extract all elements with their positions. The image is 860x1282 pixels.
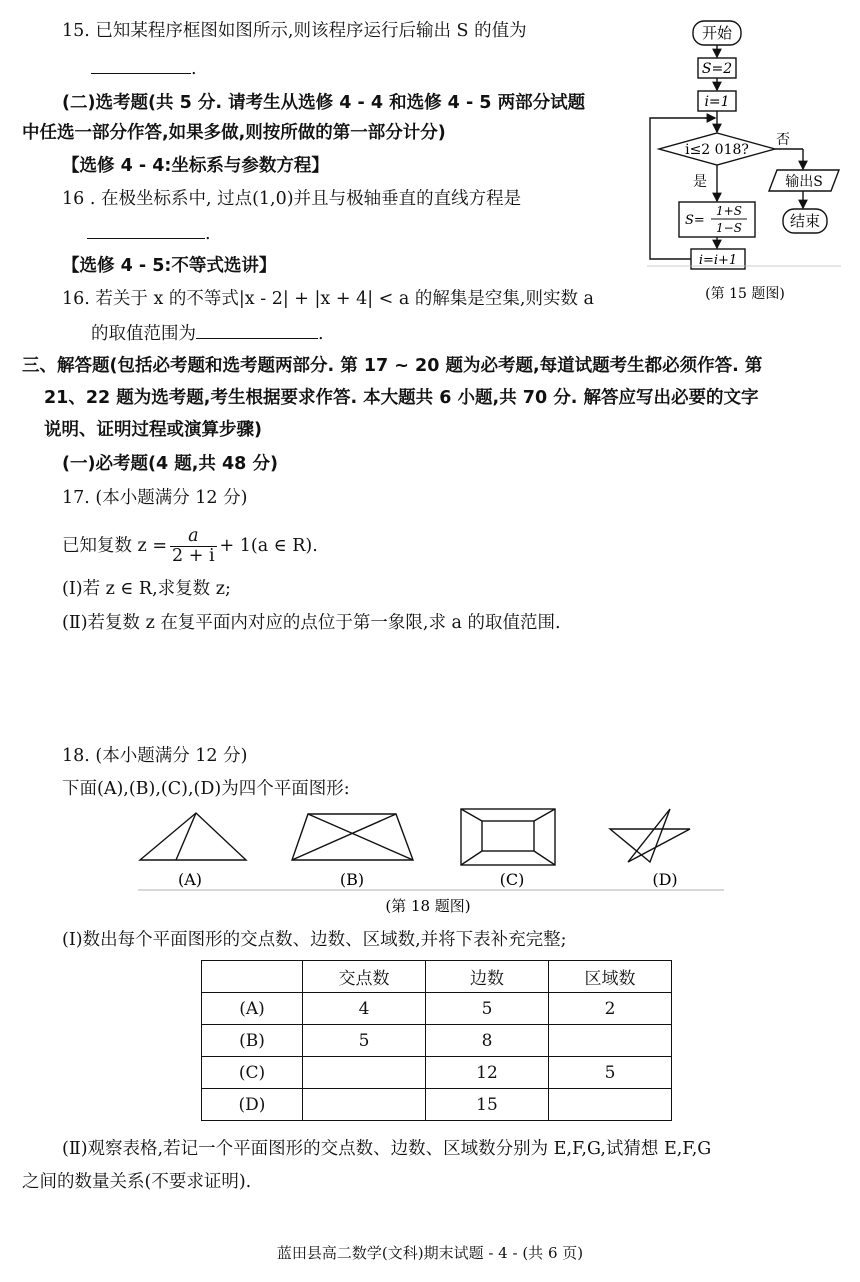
q18-part1: (Ⅰ)数出每个平面图形的交点数、边数、区域数,并将下表补充完整; bbox=[62, 930, 567, 950]
elective44-header: 【选修 4 - 4:坐标系与参数方程】 bbox=[62, 156, 329, 176]
table-header-cell: 交点数 bbox=[303, 961, 426, 993]
table-row bbox=[202, 1025, 672, 1057]
q17-header: 17. (本小题满分 12 分) bbox=[62, 488, 248, 508]
table-cell: (C) bbox=[202, 1057, 303, 1089]
table-cell bbox=[303, 1057, 426, 1089]
q17-part2: (Ⅱ)若复数 z 在复平面内对应的点位于第一象限,求 a 的取值范围. bbox=[62, 613, 561, 633]
figure-label-a: (A) bbox=[177, 870, 203, 889]
flow-output: 输出S bbox=[785, 174, 823, 190]
q18-figure-caption: (第 18 题图) bbox=[385, 897, 471, 915]
flow-increment: i=i+1 bbox=[698, 253, 738, 268]
q18-part2-line2: 之间的数量关系(不要求证明). bbox=[22, 1172, 252, 1192]
table-row bbox=[202, 1057, 672, 1089]
flowchart-caption: (第 15 题图) bbox=[705, 286, 785, 302]
table-row bbox=[202, 993, 672, 1025]
table-cell: 2 bbox=[549, 993, 672, 1025]
flow-condition: i≤2 018? bbox=[685, 142, 749, 158]
figure-b-trapezoid bbox=[292, 814, 413, 860]
figure-label-d: (D) bbox=[652, 870, 678, 889]
table-cell: 8 bbox=[426, 1025, 549, 1057]
table-cell bbox=[303, 1089, 426, 1121]
figure-a-cevian bbox=[176, 813, 196, 860]
q17-given: 已知复数 z = $\frac{a}{2 + i}$ + 1(a ∈ R). bbox=[62, 526, 318, 566]
page-footer: 蓝田县高二数学(文科)期末试题 - 4 - (共 6 页) bbox=[276, 1244, 584, 1262]
flow-assign-lhs: S= bbox=[685, 213, 705, 228]
q18-header: 18. (本小题满分 12 分) bbox=[62, 746, 248, 766]
flow-init-s: S=2 bbox=[701, 61, 733, 77]
section3-line3: 说明、证明过程或演算步骤) bbox=[44, 420, 262, 440]
table-cell: (A) bbox=[202, 993, 303, 1025]
table-cell: 5 bbox=[303, 1025, 426, 1057]
q18-figures bbox=[138, 807, 724, 917]
figure-d-star bbox=[610, 809, 690, 862]
q15-text: 15. 已知某程序框图如图所示,则该程序运行后输出 S 的值为 bbox=[62, 21, 527, 41]
flowchart-q15 bbox=[645, 12, 845, 304]
q17-part1: (Ⅰ)若 z ∈ R,求复数 z; bbox=[62, 579, 231, 599]
q16a-text: 16 . 在极坐标系中, 过点(1,0)并且与极轴垂直的直线方程是 bbox=[62, 189, 522, 209]
q16b-text-line1: 16. 若关于 x 的不等式|x - 2| + |x + 4| < a 的解集是空集,则实数 a bbox=[62, 289, 594, 309]
q16b-text-line2: 的取值范围为 . bbox=[91, 320, 324, 346]
section3-line1: 三、解答题(包括必考题和选考题两部分. 第 17 ~ 20 题为必考题,每道试题考生都必须作答. 第 bbox=[22, 356, 763, 376]
table-cell bbox=[549, 1025, 672, 1057]
table-cell: 12 bbox=[426, 1057, 549, 1089]
elective45-header: 【选修 4 - 5:不等式选讲】 bbox=[62, 256, 277, 276]
table-cell bbox=[549, 1089, 672, 1121]
flow-end-label: 结束 bbox=[789, 212, 821, 230]
table-cell: 4 bbox=[303, 993, 426, 1025]
flow-assign-num: 1+S bbox=[716, 204, 742, 218]
table-cell: 15 bbox=[426, 1089, 549, 1121]
required-subsection: (一)必考题(4 题,共 48 分) bbox=[62, 454, 278, 474]
table-cell: 5 bbox=[549, 1057, 672, 1089]
q18-part2-line1: (Ⅱ)观察表格,若记一个平面图形的交点数、边数、区域数分别为 E,F,G,试猜想 E,F,G bbox=[62, 1139, 712, 1159]
figure-c-inner bbox=[482, 821, 534, 851]
table-header-cell: 区域数 bbox=[549, 961, 672, 993]
table-header-cell: 边数 bbox=[426, 961, 549, 993]
elective-section-line2: 中任选一部分作答,如果多做,则按所做的第一部分计分) bbox=[22, 123, 446, 143]
table-cell: (B) bbox=[202, 1025, 303, 1057]
flow-no-label: 否 bbox=[776, 132, 790, 148]
q16a-answer-blank: . bbox=[87, 220, 211, 246]
q15-answer-blank: . bbox=[91, 55, 197, 81]
q18-intro: 下面(A),(B),(C),(D)为四个平面图形: bbox=[62, 779, 350, 799]
table-header-row bbox=[202, 961, 672, 993]
flow-yes-label: 是 bbox=[693, 174, 707, 190]
section3-line2: 21、22 题为选考题,考生根据要求作答. 本大题共 6 小题,共 70 分. 解答应写出必要的文字 bbox=[44, 388, 759, 408]
table-cell: 5 bbox=[426, 993, 549, 1025]
table-header-cell bbox=[202, 961, 303, 993]
figure-label-c: (C) bbox=[499, 870, 525, 889]
flow-start-label: 开始 bbox=[701, 24, 733, 42]
q18-table bbox=[201, 960, 672, 1121]
flow-init-i: i=1 bbox=[704, 94, 730, 110]
elective-section-line1: (二)选考题(共 5 分. 请考生从选修 4 - 4 和选修 4 - 5 两部分试题 bbox=[62, 93, 586, 113]
table-row bbox=[202, 1089, 672, 1121]
figure-label-b: (B) bbox=[339, 870, 365, 889]
flow-assign-den: 1−S bbox=[716, 221, 742, 235]
table-cell: (D) bbox=[202, 1089, 303, 1121]
